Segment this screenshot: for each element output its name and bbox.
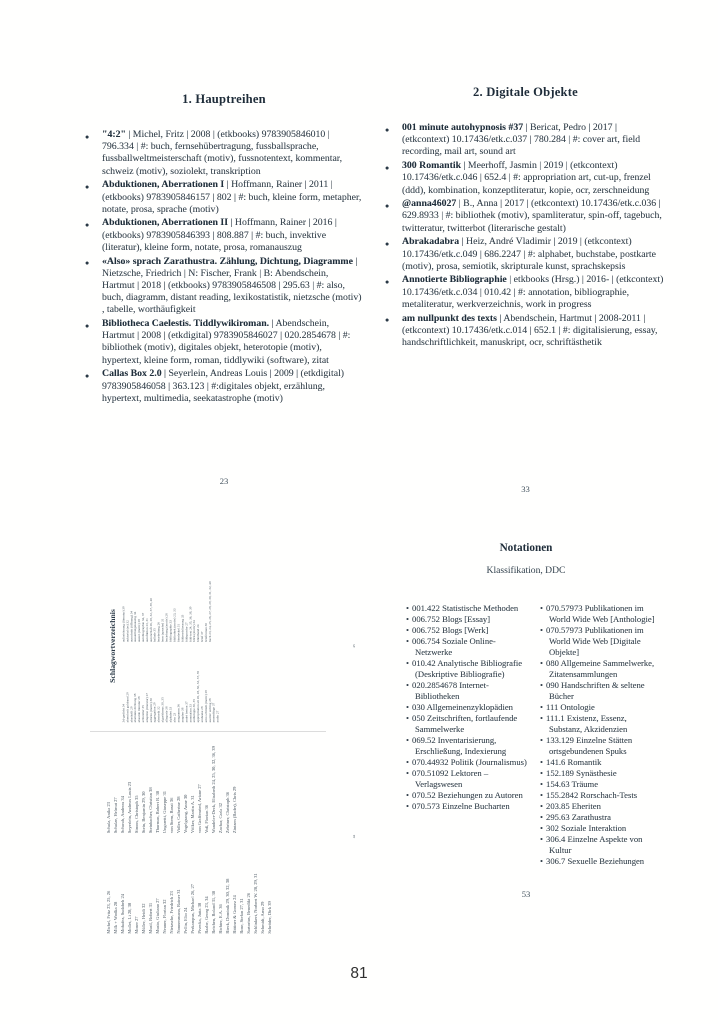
bullet-icon: • <box>540 735 544 745</box>
keyword-index-item: blick (motiv) 34 <box>192 620 197 643</box>
name-index-item: Schulze, Helmut 27 <box>112 797 118 834</box>
keyword-index-item: bild-text 24, 35, 36, 38, 39 <box>188 606 193 643</box>
bullet-icon: • <box>406 757 410 767</box>
entry-title: am nullpunkt des texts <box>402 312 497 324</box>
name-index-item: Rose, Stefan 27, 31 <box>238 898 244 934</box>
notation-item: • 020.2854678 Internet-Bibliotheken <box>406 680 489 701</box>
notation-item: • 070.51092 Lektoren – Verlagswesen <box>406 768 489 789</box>
notation-item: • 070.57973 Publikationen im World Wide Web [Digitale Objekte] <box>540 625 644 657</box>
name-index-item: Seyerlein, Andreas Louis 23 <box>126 781 132 834</box>
bullet-icon: • <box>540 757 544 767</box>
bullet-icon: • <box>406 614 410 624</box>
name-index-item: Milk + Wodka 28 <box>112 901 118 934</box>
bullet-icon: • <box>540 790 544 800</box>
entry-details: | Meerhoff, Jasmin | 2019 | (etkcontext) 10.17436/etk.c.046 | 652.4 | #: appropriation art, cut-up, frenzel (ddd), kombination, konzeptliteratur, kopie, ocr, zerschneidung <box>402 160 651 196</box>
section-notationen <box>390 542 662 912</box>
name-index-item: Simon, Christoph 35 <box>133 795 139 834</box>
name-index-item: Richter, E.A. 36 <box>217 904 223 934</box>
name-index-item: Raabe, Georg 23, 34 <box>203 896 209 934</box>
bibliography-entry <box>385 160 666 197</box>
name-index-item: Zachar, Carla 32 <box>217 803 223 834</box>
bullet-icon: • <box>406 658 410 668</box>
name-index-item: Vidler, Catherine 28 <box>175 796 181 834</box>
bibliography-entry <box>385 236 666 273</box>
bullet-icon: ● <box>385 125 390 134</box>
bibliography-entry <box>85 217 363 254</box>
name-index-item: Zintzen (Bader), Chris 29 <box>231 786 237 834</box>
keyword-index-item: anagramm 36 <box>176 704 181 723</box>
name-index-item: Völker, Martin A. 31 <box>189 795 195 834</box>
bullet-icon: • <box>406 603 410 613</box>
keyword-index-item: abstrakte dichtung 38 <box>133 693 138 723</box>
name-column-1 <box>105 842 273 934</box>
notation-item: • 306.7 Sexuelle Beziehungen <box>540 856 645 866</box>
keyword-index-page-number: 45 <box>352 644 356 648</box>
keyword-index-item: bierdeckel 31 <box>176 623 181 643</box>
entry-details: | Nietzsche, Friedrich | N: Fischer, Frank | B: Abendschein, Hartmut | 2018 | (etkbooks) 9783905846508 | 295.63 | #: also, buch, diagramm, distant reading, lexikostatistik, nietzsche (motiv) , tabelle, worthäufigkeit <box>102 255 362 316</box>
entry-title: "4:2" <box>102 129 126 140</box>
keyword-index-item: assemblage 37 <box>212 702 216 723</box>
notation-item: • 111 Ontologie <box>540 702 595 712</box>
entry-title: Abduktionen, Aberrationen I <box>102 179 225 191</box>
notationen-title: Notationen <box>499 542 553 554</box>
bullet-icon: ● <box>85 259 90 268</box>
keyword-index-item: 3d-gedicht 34 <box>121 703 126 723</box>
name-index-item: Musil, Robert 31 <box>147 902 153 934</box>
name-index-item: Wandeler-Deck, Elisabeth 24, 25, 30, 32, 36, 39 <box>210 746 216 834</box>
entry-title: Bibliotheca Caelestis. Tiddlywikiroman. <box>102 318 270 330</box>
notation-item: • 306.4 Einzelne Aspekte von Kultur <box>540 834 643 855</box>
bullet-icon: • <box>540 768 544 778</box>
bibliography-entry <box>385 274 666 311</box>
name-index-item: Pivecka, Jutta 30 <box>196 902 202 934</box>
notation-item: • 006.752 Blogs [Werk] <box>406 625 489 635</box>
notation-item: • 154.63 Träume <box>540 779 599 789</box>
keyword-index-item: abschrift 29 <box>129 706 134 723</box>
keyword-index-item: anthologie 30, 35 <box>192 699 197 723</box>
bullet-icon: ● <box>385 239 390 248</box>
name-index-item: Müller, Heidi 32 <box>140 903 146 934</box>
notation-item: • 070.573 Einzelne Bucharten <box>406 801 510 811</box>
bullet-icon: ● <box>385 316 390 325</box>
bullet-icon: • <box>406 713 410 723</box>
bullet-icon: ● <box>85 321 90 330</box>
bibliography-entry <box>385 198 666 235</box>
keyword-column-1 <box>122 650 220 722</box>
digitale-title: 2. Digitale Objekte <box>473 85 578 99</box>
keyword-index-item: adaption (literatur) 27 <box>145 693 149 723</box>
digitale-entry-list <box>385 122 666 349</box>
notation-item: • 152.189 Synästhesie <box>540 768 617 778</box>
keyword-index-item: bearbeitung 26 <box>157 622 161 643</box>
keyword-index-item: buch 23, 24, 25, 26, 27, 28, 29, 30, 31, 32, 40 <box>208 581 212 643</box>
name-index-item: Voß, Florian 36 <box>203 804 209 834</box>
name-index-item: Mollet, Li 28, 30 <box>126 902 132 934</box>
keyword-index-item: asemic writing 28 <box>208 698 212 723</box>
hauptreihen-title: 1. Hauptreihen <box>182 92 266 106</box>
keyword-index-item: annotation 33 <box>188 704 193 723</box>
name-index-item: Rittiner & Gomez 24 <box>231 895 237 934</box>
name-index-item: Moser 27 <box>133 916 139 934</box>
name-columns <box>103 738 273 935</box>
entry-title: @anna46027 <box>402 198 457 210</box>
name-index-page-number: 44 <box>352 834 356 839</box>
name-index-item: Mohafez, Sudabeh 24 <box>119 894 125 934</box>
name-index-item: Thurman, Robert R. 38 <box>154 791 160 834</box>
notation-item: • 070.57973 Publikationen im World Wide Web [Anthologie] <box>540 603 655 624</box>
keyword-index-item: autobiographie 34, 37 <box>141 612 145 643</box>
bullet-icon: • <box>540 812 544 822</box>
bibliography-entry <box>385 313 666 350</box>
section-hauptreihen <box>85 92 363 492</box>
notation-item: • 069.52 Inventarisierung, Erschließung, Indexierung <box>406 735 507 756</box>
notation-item: • 111.1 Existenz, Essenz, Substanz, Akzidenzien <box>540 713 628 734</box>
entry-details: | Hoffmann, Rainer | 2011 | (etkbooks) 9783905846157 | 802 | #: buch, kleine form, metapher, notate, prosa, sprache (motiv) <box>102 179 362 215</box>
keyword-index-item: ausschnitt (öffnung) 34 <box>129 610 134 643</box>
name-index-item: Sartorius, Benedikt 26 <box>245 893 251 934</box>
name-index-item: Schröder, Dirk 39 <box>266 901 272 934</box>
notation-item: • 070.44932 Politik (Journalismus) <box>406 757 527 767</box>
bibliography-entry <box>85 256 363 317</box>
notationen-subtitle: Klassifikation, DDC <box>486 565 566 576</box>
keyword-index-item: allegorie 38 <box>164 706 169 723</box>
name-index-item: Schwab, Andreas 34 <box>119 796 125 834</box>
name-index-item: Neuner, Florian 32 <box>161 899 167 934</box>
entry-title: Callas Box 2.0 <box>102 368 162 380</box>
name-index-item: Steinbacher, Christian 38 <box>147 787 153 834</box>
bullet-icon: • <box>540 658 544 668</box>
bullet-icon: • <box>540 779 544 789</box>
keyword-index-item: briefroman 30 <box>204 623 208 643</box>
bullet-icon: • <box>406 680 410 690</box>
bullet-icon: • <box>540 801 544 811</box>
bullet-icon: • <box>540 834 544 844</box>
bullet-icon: • <box>406 625 410 635</box>
keyword-index-item: adorno (motiv) 30 <box>149 698 153 723</box>
bibliography-entry <box>85 368 363 405</box>
bullet-icon: ● <box>85 132 90 141</box>
bullet-icon: • <box>540 856 544 866</box>
name-index-item: Nonnenmann, Rainer 31 <box>175 889 181 934</box>
entry-title: Abduktionen, Aberrationen II <box>102 217 229 229</box>
page-gutter-line <box>90 731 326 732</box>
keyword-index-item: andré breton 37 <box>184 701 189 723</box>
notationen-column-1 <box>406 603 528 867</box>
entry-title: Annotierte Bibliographie <box>402 274 507 286</box>
name-index-item: Zebriner, Christoph 36 <box>224 791 230 834</box>
bibliography-entry <box>385 122 666 159</box>
name-index-item: Musio, Giuliano 27 <box>154 898 160 934</box>
name-index-content <box>103 738 358 935</box>
bullet-icon: • <box>540 702 544 712</box>
keyword-index-item: abend mit goldrand 29 <box>125 692 130 723</box>
keyword-column-2 <box>122 570 220 642</box>
entry-details: | Bericat, Pedro | 2017 | (etkcontext) 10.17436/etk.c.037 | 780.284 | #: cover art, field recording, mail art, sound art <box>402 122 641 158</box>
keyword-index-item: aggregation 29 <box>153 702 157 723</box>
bullet-icon: • <box>406 702 410 712</box>
name-index-item: Reichen, Roland 31, 38 <box>210 891 216 934</box>
keyword-index-item: auster (motiv) 28 <box>137 619 142 643</box>
keyword-index-title: Schlagwortverzeichnis <box>108 609 117 683</box>
name-index-item: Michel, Fritz 23, 25, 26 <box>105 890 111 934</box>
entry-details: | B., Anna | 2017 | (etkcontext) 10.17436/etk.c.036 | 629.8933 | #: bibliothek (motiv), spamliteratur, spin-off, tagebuch, twitteratur, twitterbot (literarische gestalt) <box>402 198 662 234</box>
name-index-item: Stein, Benjamin 29, 30 <box>140 791 146 834</box>
notation-item: • 050 Zeitschriften, fortlaufende Sammelwerke <box>406 713 518 734</box>
entry-title: Abrakadabra <box>402 236 460 248</box>
keyword-index-item: auktorial (es) 32 <box>125 620 130 643</box>
bullet-icon: • <box>540 603 544 613</box>
notation-item: • 203.85 Eheriten <box>540 801 601 811</box>
hauptreihen-page-number: 23 <box>219 476 229 486</box>
notation-item: • 006.752 Blogs [Essay] <box>406 614 491 624</box>
notationen-page-number: 53 <box>521 889 531 899</box>
bullet-icon: • <box>406 768 410 778</box>
main-page-number: 81 <box>350 965 368 982</box>
name-index-item: Nietzsche, Friedrich 23 <box>168 891 174 934</box>
keyword-index-item: autofiktion 23, 31 <box>145 618 149 643</box>
bullet-icon: ● <box>85 182 90 191</box>
notation-item: • 010.42 Analytische Bibliografie (Deskriptive Bibliografie) <box>406 658 523 679</box>
keyword-index-item: anapher 38 <box>180 707 185 723</box>
keyword-index-item: appropriation art 26, 28, 30, 33, 37, 39 <box>196 670 201 723</box>
notation-item: • 006.754 Soziale Online-Netzwerke <box>406 636 496 657</box>
name-index-item: Ungaretti, Giuseppe 31 <box>161 791 167 834</box>
notation-item: • 070.52 Beziehungen zu Autoren <box>406 790 523 800</box>
entry-title: 300 Romantik <box>402 160 462 172</box>
keyword-index-item: bern (sprache) 31 <box>160 618 165 643</box>
bullet-icon: • <box>406 801 410 811</box>
notation-item: • 001.422 Statistische Methoden <box>406 603 519 613</box>
name-column-2 <box>105 741 273 833</box>
name-index-item: von Graffenried, Ariane 27 <box>196 784 202 834</box>
notation-item: • 302 Soziale Interaktion <box>540 823 627 833</box>
notation-item: • 141.6 Romantik <box>540 757 602 767</box>
keyword-index-item: autorschaft 26, 28, 32, 37, 39, 40 <box>149 598 153 643</box>
bullet-icon: ● <box>85 371 90 380</box>
keyword-index-item: audio 27 <box>216 710 220 723</box>
bullet-icon: ● <box>385 163 390 172</box>
bullet-icon: • <box>406 636 410 646</box>
keyword-index-item: bildsprache 27 <box>184 622 189 643</box>
entry-details: | etkbooks (Hrsg.) | 2016- | (etkcontext) 10.17436/etk.c.034 | 010.42 | #: annotation, bibliographie, metaliteratur, werkverzeichnis, work in progress <box>402 274 664 310</box>
notationen-columns <box>390 603 662 867</box>
entry-title: 001 minute autohypnosis #37 <box>402 122 524 133</box>
keyword-index-item: ausstellungskatalog 34 <box>133 611 138 643</box>
notation-item: • 080 Allgemeine Sammelwerke, Zitatensammlungen <box>540 658 655 679</box>
entry-title: «Also» sprach Zarathustra. Zählung, Dichtung, Diagramme <box>102 255 353 267</box>
keyword-columns <box>122 565 220 727</box>
keyword-index-item: bilderschliessung 33 <box>180 614 185 643</box>
keyword-index-item: also 23 <box>172 712 177 723</box>
bullet-icon: • <box>540 680 544 690</box>
notation-item: • 295.63 Zarathustra <box>540 812 611 822</box>
keyword-index-item: alphabet 33 <box>168 706 173 723</box>
keyword-index-item: absurde literatur 28 <box>137 696 142 723</box>
entry-details: | Seyerlein, Andreas Louis | 2009 | (etkdigital) 9783905846058 | 363.123 | #:digitales objekt, erzählung, hypertext, multimedia, seekatastrophe (motiv) <box>102 368 345 404</box>
keyword-index-item: ballade 35 <box>153 628 157 643</box>
hauptreihen-entry-list <box>85 129 363 405</box>
keyword-index-item: brief 37 <box>200 631 204 643</box>
keyword-index-content <box>103 565 358 727</box>
notation-item: • 155.2842 Rorschach-Tests <box>540 790 638 800</box>
name-index-item: Schlinkert, Norbert W. 28, 29, 31 <box>252 873 258 934</box>
bullet-icon: • <box>406 735 410 745</box>
keyword-index-item: algorithmus 30, 35 <box>160 697 165 723</box>
keyword-index-item: blindband 24 <box>196 624 201 643</box>
keyword-index-item: achtzeiler 35 <box>141 705 145 723</box>
bullet-icon: • <box>540 713 544 723</box>
bibliography-entry <box>85 179 363 216</box>
keyword-index-item: bibliographie 33 <box>168 620 173 643</box>
keyword-index-item: beziehung (motiv) 28 <box>164 613 169 643</box>
name-index-item: Pellin, Elio 24 <box>182 907 188 934</box>
bullet-icon: ● <box>385 201 390 210</box>
name-index-item: Perkampus, Michael 26, 27 <box>189 883 195 934</box>
rotated-name-index-page <box>103 738 358 935</box>
keyword-index-item: arno schmidt (motiv) 29 <box>204 690 208 723</box>
name-index-item: Schmidt, Arno 29 <box>259 901 265 934</box>
bibliography-entry <box>85 129 363 178</box>
name-index-item: von Stern, Rossi 36 <box>168 797 174 834</box>
notation-item: • 030 Allgemeinenzyklopädien <box>406 702 513 712</box>
entry-details: | Abendschein, Hartmut | 2008 | (etkdigital) 9783905846027 | 020.2854678 | #: bibliothek (motiv), digitales objekt, heterotopie (motiv), hypertext, kleine form, roman, tiddlywiki (software), zitat <box>102 318 351 366</box>
rotated-keyword-index-page <box>103 565 358 727</box>
name-index-item: Schulz, Anika 23 <box>105 802 111 834</box>
entry-details: | Hoffmann, Rainer | 2016 | (etkbooks) 9783905846393 | 808.887 | #: buch, invektive (literatur), kleine form, notate, prosa, romanauszug <box>102 217 337 253</box>
name-index-item: Vogelgsang, Anne 30 <box>182 794 188 834</box>
entry-details: | Abendschein, Hartmut | 2008-2011 | (etkcontext) 10.17436/etk.c.014 | 652.1 | #: digitalisierung, essay, handschriftlichkeit, manuskript, ocr, schriftästhetik <box>402 312 658 348</box>
keyword-index-item: aleatorik 32 <box>157 706 161 723</box>
section-digitale-objekte <box>385 85 666 500</box>
notation-item: • 133.129 Einzelne Stätten ortsgebundenen Spuks <box>540 735 633 756</box>
keyword-index-item: aufzeichnung (literatur) 39 <box>121 606 126 643</box>
notation-item: • 090 Handschriften & seltene Bücher <box>540 680 645 701</box>
bullet-icon: • <box>540 625 544 635</box>
name-index-item: Rieck, Dominik 29, 30, 32, 38 <box>224 878 230 934</box>
bullet-icon: ● <box>85 220 90 229</box>
bullet-icon: • <box>406 790 410 800</box>
bullet-icon: ● <box>385 277 390 286</box>
keyword-index-item: arabeske 28 <box>200 706 204 723</box>
digitale-page-number: 33 <box>521 484 530 494</box>
notationen-column-2 <box>540 603 662 867</box>
bibliography-entry <box>85 318 363 367</box>
entry-details: | Michel, Fritz | 2008 | (etkbooks) 9783905846010 | 796.334 | #: buch, fernsehübertragung, fussballsprache, fussballweltmeisterschaft (motiv), fussnotentext, kommentar, schweiz (motiv), soziolekt, transkription <box>102 129 343 177</box>
entry-details: | Heiz, André Vladimir | 2019 | (etkcontext) 10.17436/etk.c.049 | 686.2247 | #: alphabet, buchstabe, postkarte (motiv), prosa, semiotik, skripturale kunst, sprachskepsis <box>402 236 656 272</box>
keyword-index-item: bibliothek (motiv) 23, 33 <box>172 608 177 643</box>
bullet-icon: • <box>540 823 544 833</box>
